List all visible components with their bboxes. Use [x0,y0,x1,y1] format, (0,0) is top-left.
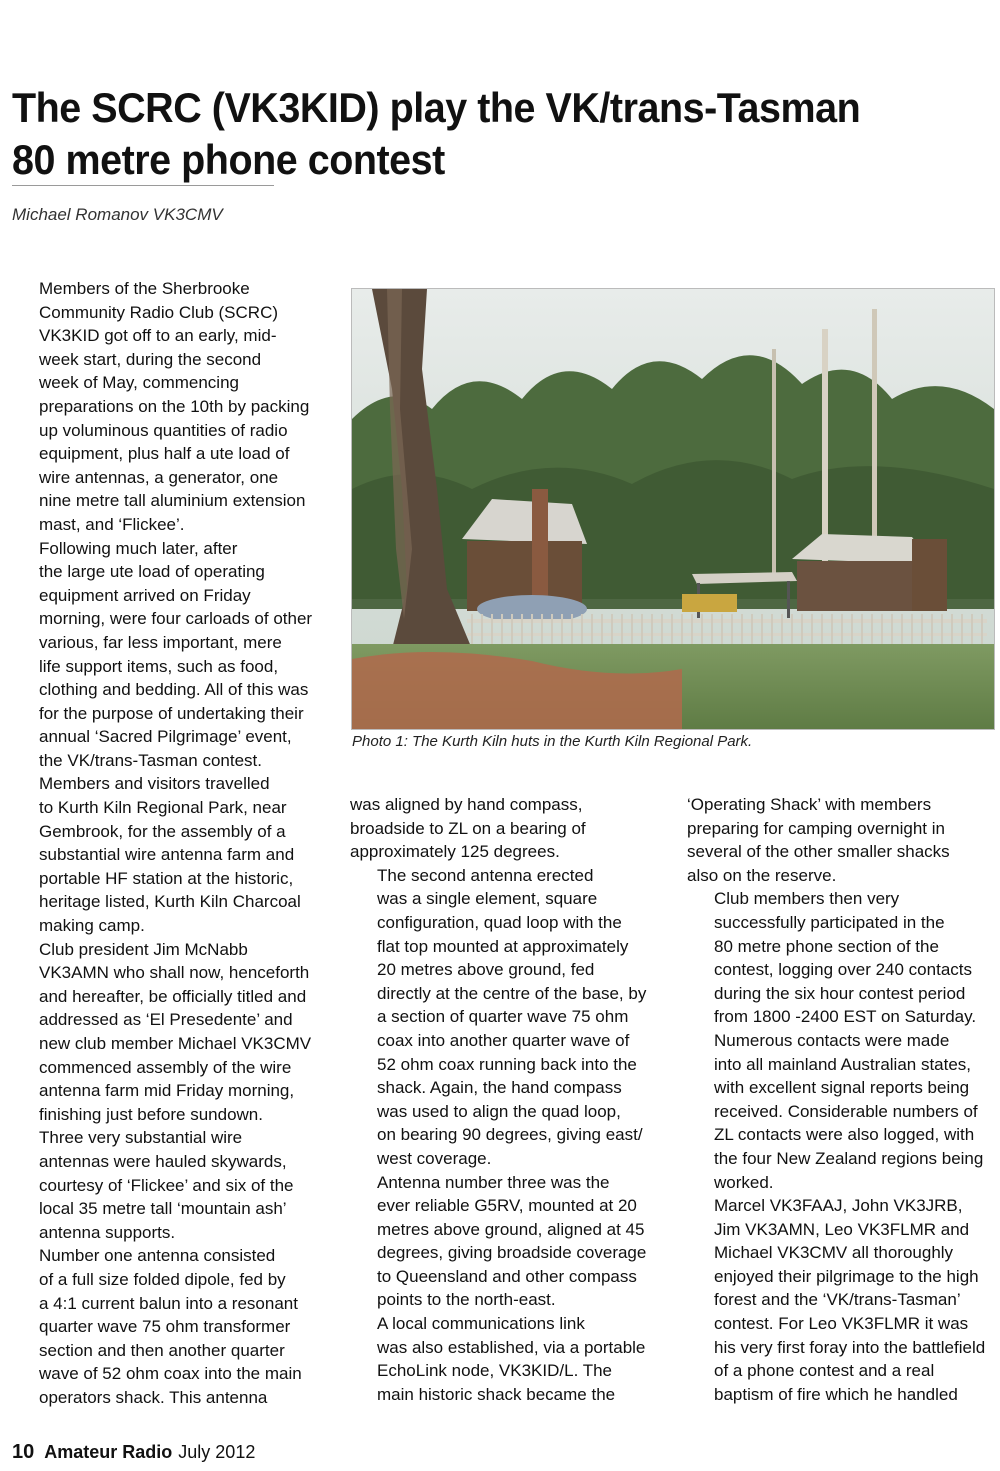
text-line: was used to align the quad loop, [377,1101,621,1121]
text-line: 80 metre phone section of the [714,936,939,956]
text-line: A local communications link [377,1314,585,1334]
text-line: west coverage. [377,1148,492,1168]
text-line: the large ute load of operating [39,562,265,582]
paragraph [12,1244,330,1409]
text-line: The second antenna erected [377,865,594,885]
text-line: broadside to ZL on a bearing of [350,818,586,838]
magazine-name: Amateur Radio [44,1442,173,1462]
paragraph [350,793,660,864]
text-line: was also established, via a portable [377,1337,646,1357]
text-line: degrees, giving broadside coverage [377,1243,647,1263]
text-line: shack. Again, the hand compass [377,1078,622,1098]
text-line: Jim VK3AMN, Leo VK3FLMR and [714,1219,970,1239]
text-line: for the purpose of undertaking their [39,703,304,723]
text-column-2 [350,793,660,1406]
text-line: Members of the Sherbrooke [39,279,250,298]
text-line: ‘Operating Shack’ with members [687,795,932,814]
text-line: antenna farm mid Friday morning, [39,1081,295,1101]
text-line: antenna supports. [39,1222,176,1242]
paragraph [687,1194,997,1406]
text-line: local 35 metre tall ‘mountain ash’ [39,1199,287,1219]
text-line: morning, were four carloads of other [39,609,313,629]
text-line: baptism of fire which he handled [714,1384,958,1404]
paragraph [12,537,330,773]
text-line: received. Considerable numbers of [714,1101,978,1121]
text-line: metres above ground, aligned at 45 [377,1219,645,1239]
text-line: various, far less important, mere [39,632,282,652]
text-line: was aligned by hand compass, [350,795,583,814]
text-line: directly at the centre of the base, by [377,983,647,1003]
paragraph [12,772,330,937]
text-line: operators shack. This antenna [39,1387,268,1407]
title-line-2: 80 metre phone contest [12,136,445,183]
text-line: quarter wave 75 ohm transformer [39,1317,291,1337]
paragraph [350,864,660,1171]
text-line: Michael VK3CMV all thoroughly [714,1243,954,1263]
text-line: also on the reserve. [687,865,837,885]
text-line: Gembrook, for the assembly of a [39,821,286,841]
text-line: the VK/trans-Tasman contest. [39,750,262,770]
text-line: to Queensland and other compass [377,1266,637,1286]
text-line: Marcel VK3FAAJ, John VK3JRB, [714,1196,963,1216]
text-line: of a full size folded dipole, fed by [39,1269,286,1289]
text-line: points to the north-east. [377,1290,556,1310]
text-line: addressed as ‘El Presedente’ and [39,1010,293,1030]
article-title [12,82,933,186]
text-line: section and then another quarter [39,1340,285,1360]
text-line: his very first foray into the battlefield [714,1337,986,1357]
text-line: courtesy of ‘Flickee’ and six of the [39,1175,294,1195]
text-line: antennas were hauled skywards, [39,1151,287,1171]
text-line: configuration, quad loop with the [377,912,622,932]
paragraph [12,938,330,1127]
text-line: on bearing 90 degrees, giving east/ [377,1125,643,1145]
text-line: a 4:1 current balun into a resonant [39,1293,298,1313]
text-line: equipment arrived on Friday [39,585,251,605]
paragraph [350,1312,660,1406]
paragraph [350,1171,660,1313]
text-line: portable HF station at the historic, [39,868,294,888]
text-line: heritage listed, Kurth Kiln Charcoal [39,892,301,912]
text-line: Following much later, after [39,538,238,558]
text-line: into all mainland Australian states, [714,1054,972,1074]
text-line: contest, logging over 240 contacts [714,960,972,980]
photo-caption: Photo 1: The Kurth Kiln huts in the Kurth Kiln Regional Park. [352,733,753,750]
text-line: Antenna number three was the [377,1172,610,1192]
paragraph [12,1126,330,1244]
text-line: annual ‘Sacred Pilgrimage’ event, [39,727,292,747]
text-line: clothing and bedding. All of this was [39,680,309,700]
text-line: flat top mounted at approximately [377,936,629,956]
text-line: mast, and ‘Flickee’. [39,514,185,534]
text-line: substantial wire antenna farm and [39,845,295,865]
text-line: new club member Michael VK3CMV [39,1034,312,1053]
text-line: life support items, such as food, [39,656,279,676]
text-line: forest and the ‘VK/trans-Tasman’ [714,1290,961,1310]
text-line: week start, during the second [39,349,262,369]
text-line: approximately 125 degrees. [350,842,560,862]
text-line: several of the other smaller shacks [687,842,950,862]
text-line: Number one antenna consisted [39,1246,276,1266]
author-byline: Michael Romanov VK3CMV [12,205,223,224]
text-line: Club members then very [714,889,900,909]
paragraph [687,793,997,887]
text-line: making camp. [39,916,145,936]
paragraph [687,887,997,1194]
page-footer [12,1441,255,1464]
title-line-1: The SCRC (VK3KID) play the VK/trans-Tasman [12,84,861,131]
photo-image [352,289,994,729]
text-line: from 1800 -2400 EST on Saturday. [714,1007,977,1027]
text-line: preparations on the 10th by packing [39,396,310,416]
text-line: 52 ohm coax running back into the [377,1054,637,1074]
text-line: Three very substantial wire [39,1128,243,1148]
text-line: Numerous contacts were made [714,1030,950,1050]
text-line: coax into another quarter wave of [377,1030,630,1050]
text-line: week of May, commencing [39,373,239,393]
text-line: contest. For Leo VK3FLMR it was [714,1314,969,1334]
text-line: of a phone contest and a real [714,1361,935,1381]
kurth-kiln-photo [351,288,995,730]
text-line: wave of 52 ohm coax into the main [39,1364,302,1384]
page-number: 10 [12,1441,35,1463]
text-line: worked. [714,1172,774,1192]
text-line: the four New Zealand regions being [714,1148,984,1168]
text-line: with excellent signal reports being [714,1078,970,1098]
text-line: wire antennas, a generator, one [39,467,279,487]
text-line: VK3AMN who shall now, henceforth [39,963,310,983]
text-line: VK3KID got off to an early, mid- [39,326,277,346]
text-line: was a single element, square [377,889,598,909]
text-line: main historic shack became the [377,1384,616,1404]
text-line: and hereafter, be officially titled and [39,986,307,1006]
text-line: up voluminous quantities of radio [39,420,288,440]
text-line: equipment, plus half a ute load of [39,444,290,464]
text-line: a section of quarter wave 75 ohm [377,1007,629,1027]
text-line: ever reliable G5RV, mounted at 20 [377,1196,637,1216]
title-rule [12,185,274,186]
text-line: during the six hour contest period [714,983,966,1003]
text-line: successfully participated in the [714,912,945,932]
text-line: ZL contacts were also logged, with [714,1125,975,1145]
text-column-3 [687,793,997,1406]
text-line: preparing for camping overnight in [687,818,945,838]
text-line: to Kurth Kiln Regional Park, near [39,798,287,818]
text-line: nine metre tall aluminium extension [39,491,306,511]
paragraph [12,277,330,537]
issue-date: July 2012 [178,1442,256,1462]
text-line: Members and visitors travelled [39,774,270,794]
text-line: commenced assembly of the wire [39,1057,292,1077]
text-line: finishing just before sundown. [39,1104,263,1124]
text-line: Club president Jim McNabb [39,939,248,959]
text-column-1 [12,277,330,1410]
text-line: enjoyed their pilgrimage to the high [714,1266,979,1286]
text-line: EchoLink node, VK3KID/L. The [377,1361,613,1381]
text-line: 20 metres above ground, fed [377,960,595,980]
text-line: Community Radio Club (SCRC) [39,302,279,322]
